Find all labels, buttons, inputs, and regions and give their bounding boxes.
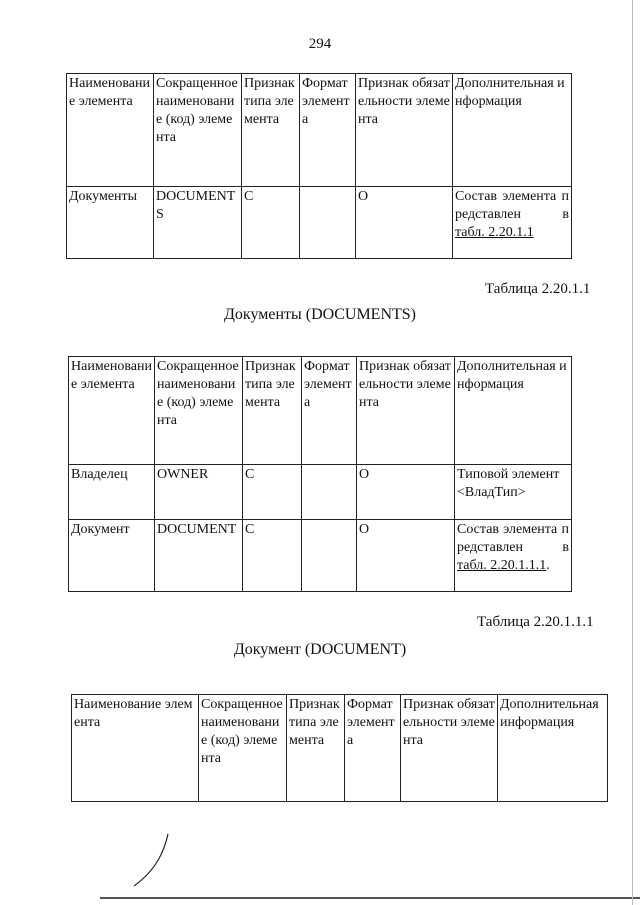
cell-type: С: [243, 520, 302, 592]
cell-type: С: [243, 465, 302, 520]
info-tail: .: [546, 558, 550, 573]
table-reference-link[interactable]: табл. 2.20.1.1: [455, 225, 534, 240]
header-required: Признак обязательности элемента: [356, 74, 453, 187]
cell-required: О: [357, 465, 455, 520]
table-row: [69, 520, 572, 592]
pen-stroke-mark: [130, 830, 180, 890]
cell-code: DOCUMENT: [155, 520, 243, 592]
cell-code: DOCUMENTS: [154, 187, 242, 259]
header-code: Сокращенное наименование (код) элемента: [199, 695, 287, 802]
table-heading: Документы (DOCUMENTS): [224, 306, 416, 323]
header-name: Наименование элемента: [67, 74, 154, 187]
header-name: Наименование элемента: [72, 695, 199, 802]
cell-info: [455, 520, 572, 592]
info-text: Состав элемента представлен в: [457, 522, 569, 555]
table-caption: Таблица 2.20.1.1: [485, 281, 591, 297]
table-row: [69, 465, 572, 520]
cell-required: О: [357, 520, 455, 592]
document-table: [71, 694, 608, 802]
header-type: Признак типа элемента: [242, 74, 300, 187]
cell-type: С: [242, 187, 300, 259]
cell-required: О: [356, 187, 453, 259]
header-info: Дополнительная информация: [455, 357, 572, 465]
table-row: [67, 187, 572, 259]
header-required: Признак обязательности элемента: [401, 695, 498, 802]
cell-format: [300, 187, 356, 259]
header-format: Формат элемента: [345, 695, 401, 802]
header-format: Формат элемента: [300, 74, 356, 187]
table-reference-link[interactable]: табл. 2.20.1.1.1: [457, 558, 547, 573]
table-header-row: [69, 357, 572, 465]
table-caption: Таблица 2.20.1.1.1: [477, 614, 594, 630]
table-header-row: [72, 695, 608, 802]
header-required: Признак обязательности элемента: [357, 357, 455, 465]
header-name: Наименование элемента: [69, 357, 155, 465]
header-type: Признак типа элемента: [243, 357, 302, 465]
scan-edge-bottom: [100, 897, 640, 899]
table-heading: Документ (DOCUMENT): [233, 641, 407, 658]
cell-name: Владелец: [69, 465, 155, 520]
header-type: Признак типа элемента: [287, 695, 345, 802]
header-info: Дополнительная информация: [453, 74, 572, 187]
header-info: Дополнительная информация: [498, 695, 608, 802]
cell-format: [302, 520, 357, 592]
header-code: Сокращенное наименование (код) элемента: [155, 357, 243, 465]
cell-info: Типовой элемент <ВладТип>: [455, 465, 572, 520]
cell-format: [302, 465, 357, 520]
page-number: 294: [308, 36, 332, 52]
header-format: Формат элемента: [302, 357, 357, 465]
documents-parent-table: [66, 73, 572, 259]
table-header-row: [67, 74, 572, 187]
cell-info: [453, 187, 572, 259]
info-text: Состав элемента представлен в: [455, 189, 569, 222]
scan-edge-right: [632, 0, 633, 905]
cell-code: OWNER: [155, 465, 243, 520]
header-code: Сокращенное наименование (код) элемента: [154, 74, 242, 187]
cell-name: Документы: [67, 187, 154, 259]
documents-table: [68, 356, 572, 592]
cell-name: Документ: [69, 520, 155, 592]
